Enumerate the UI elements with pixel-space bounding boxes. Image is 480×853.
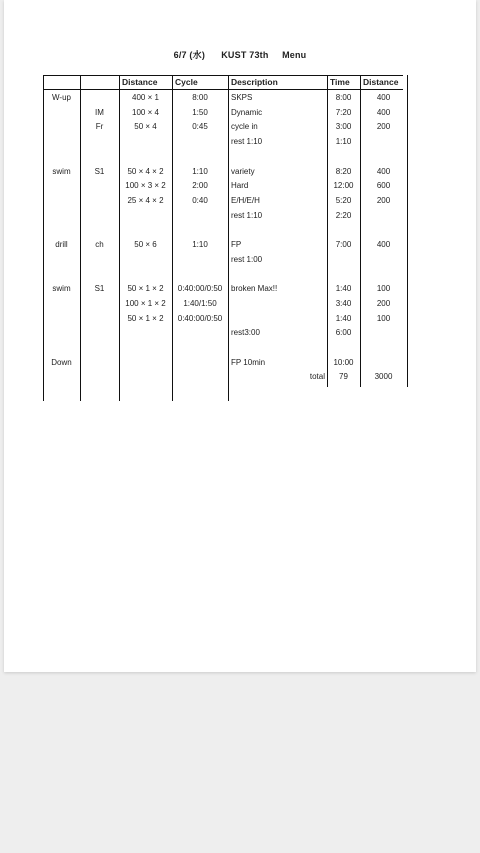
cell-time: 10:00: [333, 357, 354, 367]
cell-time: 8:20: [335, 166, 352, 176]
cell-time: 8:00: [335, 93, 352, 102]
cell-dist: 50 × 1 × 2: [127, 313, 164, 323]
col-rule-7: [407, 75, 408, 387]
cell-cycle: 1:10: [192, 240, 208, 249]
page-title: [4, 48, 476, 61]
cell-dist: 50 × 4: [134, 122, 157, 132]
cell-stroke: S1: [94, 166, 105, 176]
cell-total: 200: [376, 122, 391, 132]
cell-dist: 100 × 3 × 2: [125, 181, 166, 191]
cell-desc: SKPS: [231, 93, 253, 102]
cell-desc: rest3:00: [231, 328, 260, 338]
cell-cycle: 0:40: [192, 195, 208, 205]
cell-desc: Hard: [231, 181, 249, 191]
header-description: Description: [231, 77, 278, 87]
cell-desc: FP 10min: [231, 357, 266, 367]
cell-desc: FP: [231, 240, 242, 249]
header-cycle: Cycle: [175, 77, 198, 87]
cell-dist: 100 × 1 × 2: [125, 298, 166, 308]
title-name: KUST 73th: [221, 50, 269, 60]
cell-total: 400: [376, 166, 391, 176]
cell-time: 1:40: [335, 284, 352, 294]
cell-time: 12:00: [333, 181, 354, 191]
cell-cycle: 0:40:00/0:50: [177, 313, 223, 323]
header-time: Time: [330, 77, 350, 87]
cell-desc: rest 1:10: [231, 137, 263, 147]
cell-stroke: IM: [95, 107, 104, 117]
cell-stroke: S1: [94, 284, 105, 294]
cell-set: W-up: [52, 93, 71, 102]
cell-total: 400: [376, 107, 391, 117]
col-rule-4: [228, 75, 229, 401]
cell-time: 3:00: [335, 122, 352, 132]
menu-table: [43, 75, 403, 401]
cell-desc: rest 1:10: [231, 210, 263, 220]
cell-set: swim: [52, 284, 71, 294]
cell-desc: Dynamic: [231, 107, 263, 117]
cell-cycle: 1:10: [192, 166, 208, 176]
header-distance: Distance: [122, 77, 158, 87]
cell-time: 1:10: [335, 137, 352, 147]
cell-total: 200: [376, 195, 391, 205]
total-time: 79: [339, 372, 348, 382]
cell-dist: 100 × 4: [132, 107, 159, 117]
table-top-rule: [43, 75, 403, 76]
cell-time: 1:40: [335, 313, 352, 323]
title-date: 6/7 (水): [173, 50, 206, 60]
cell-time: 5:20: [335, 195, 352, 205]
cell-time: 7:00: [335, 240, 352, 249]
cell-set: Down: [51, 357, 72, 367]
total-distance: 3000: [374, 372, 393, 382]
cell-total: 100: [376, 284, 391, 294]
header-total-distance: Distance: [363, 77, 399, 87]
title-menu: Menu: [282, 50, 307, 60]
cell-stroke: ch: [95, 240, 104, 249]
cell-cycle: 2:00: [192, 181, 208, 191]
cell-dist: 400 × 1: [132, 93, 159, 102]
cell-total: 400: [376, 93, 391, 102]
cell-dist: 50 × 6: [134, 240, 157, 249]
cell-desc: variety: [231, 166, 255, 176]
cell-desc: rest 1:00: [231, 254, 263, 264]
cell-dist: 50 × 1 × 2: [127, 284, 164, 294]
cell-total: 400: [376, 240, 391, 249]
cell-cycle: 0:40:00/0:50: [177, 284, 223, 294]
cell-time: 6:00: [335, 328, 352, 338]
cell-time: 7:20: [335, 107, 352, 117]
document-page: [4, 0, 476, 672]
cell-dist: 25 × 4 × 2: [127, 195, 164, 205]
cell-total: 600: [376, 181, 391, 191]
cell-total: 100: [376, 313, 391, 323]
total-label: total: [309, 372, 325, 382]
cell-time: 2:20: [335, 210, 352, 220]
cell-cycle: 0:45: [192, 122, 208, 132]
cell-stroke: Fr: [95, 122, 104, 132]
cell-cycle: 1:40/1:50: [183, 298, 217, 308]
cell-set: drill: [55, 240, 68, 249]
col-rule-0: [43, 75, 44, 401]
cell-cycle: 1:50: [192, 107, 208, 117]
cell-total: 200: [376, 298, 391, 308]
cell-cycle: 8:00: [192, 93, 208, 102]
cell-set: swim: [52, 166, 71, 176]
cell-desc: broken Max!!: [231, 284, 278, 294]
cell-time: 3:40: [335, 298, 352, 308]
table-header-rule: [43, 89, 403, 90]
cell-desc: cycle in: [231, 122, 258, 132]
cell-dist: 50 × 4 × 2: [127, 166, 164, 176]
cell-desc: E/H/E/H: [231, 195, 260, 205]
